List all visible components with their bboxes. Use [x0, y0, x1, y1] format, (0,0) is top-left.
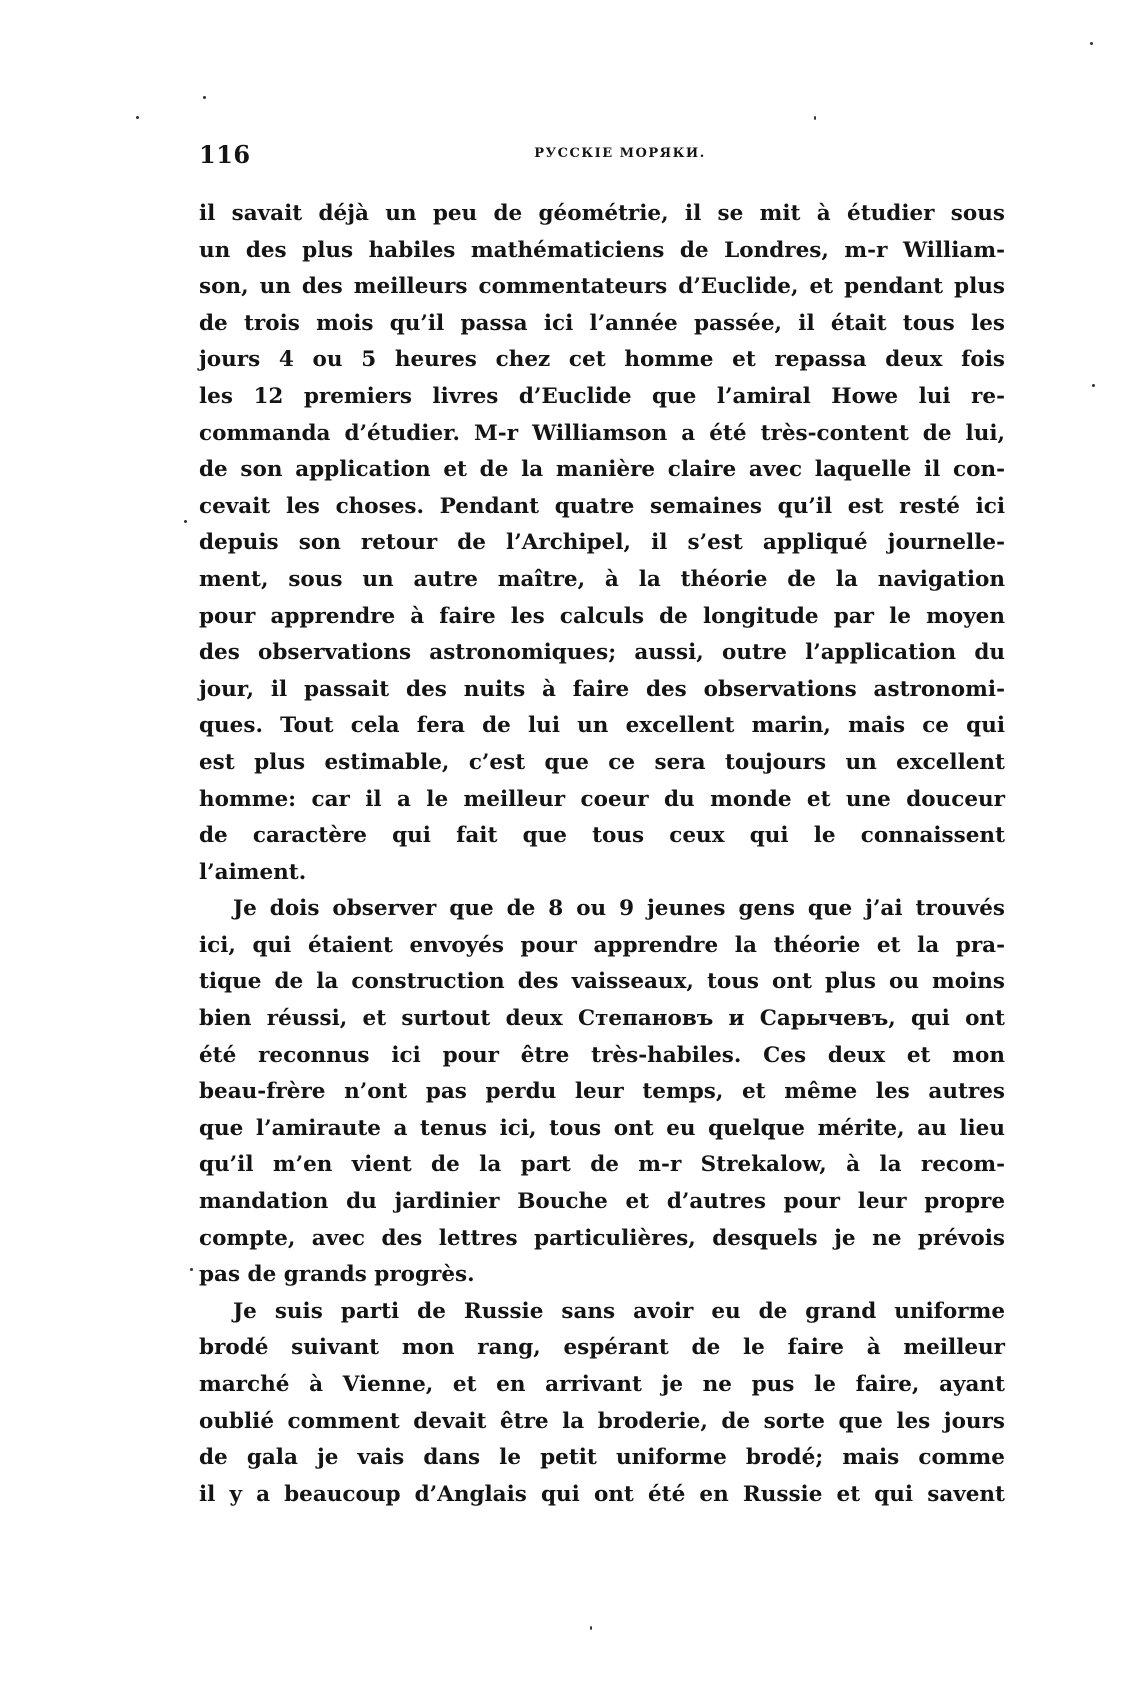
text-line: de trois mois qu’il passa ici l’année passée, il était tous les	[199, 310, 1005, 336]
scan-speck	[203, 96, 206, 99]
text-line: pas de grands progrès.	[199, 1262, 475, 1288]
text-line: il y a beaucoup d’Anglais qui ont été en Russie et qui savent	[199, 1481, 1005, 1507]
scan-speck	[1092, 384, 1095, 387]
page-number: 116	[199, 140, 251, 169]
text-line: tique de la construction des vaisseaux, tous ont plus ou moins	[199, 969, 1005, 995]
text-line: mandation du jardinier Bouche et d’autres pour leur propre	[199, 1189, 1005, 1215]
text-line: ques. Tout cela fera de lui un excellent marin, mais ce qui	[199, 713, 1005, 739]
text-line: beau-frère n’ont pas perdu leur temps, et même les autres	[199, 1079, 1005, 1105]
text-line: Je suis parti de Russie sans avoir eu de grand uniforme	[233, 1298, 1005, 1324]
running-head: РУССКІЕ МОРЯКИ.	[534, 146, 706, 161]
scan-speck	[814, 116, 816, 120]
text-line: oublié comment devait être la broderie, de sorte que les jours	[199, 1408, 1005, 1434]
text-line: ment, sous un autre maître, à la théorie de la navigation	[199, 566, 1005, 592]
text-line: des observations astronomiques; aussi, outre l’application du	[199, 640, 1005, 666]
text-line: bien réussi, et surtout deux Степановъ и Сарычевъ, qui ont	[199, 1006, 1005, 1032]
text-line: de son application et de la manière claire avec laquelle il con-	[199, 457, 1005, 483]
scan-speck	[136, 116, 139, 119]
text-line: commanda d’étudier. M-r Williamson a été très-content de lui,	[199, 420, 1005, 446]
text-line: est plus estimable, c’est que ce sera toujours un excellent	[199, 749, 1005, 775]
text-line: Je dois observer que de 8 ou 9 jeunes gens que j’ai trouvés	[233, 896, 1005, 922]
text-line: les 12 premiers livres d’Euclide que l’amiral Howe lui re-	[199, 383, 1005, 409]
text-line: ici, qui étaient envoyés pour apprendre la théorie et la pra-	[199, 932, 1005, 958]
text-line: marché à Vienne, et en arrivant je ne pus le faire, ayant	[199, 1372, 1005, 1397]
text-line: jour, il passait des nuits à faire des observations astronomi-	[199, 676, 1005, 702]
text-line: l’aiment.	[199, 859, 307, 885]
text-line: de caractère qui fait que tous ceux qui le connaissent	[199, 823, 1005, 849]
text-line: pour apprendre à faire les calculs de longitude par le moyen	[199, 603, 1005, 629]
text-line: qu’il m’en vient de la part de m-r Strekalow, à la recom-	[199, 1152, 1005, 1178]
text-line: jours 4 ou 5 heures chez cet homme et repassa deux fois	[199, 347, 1005, 373]
text-line: depuis son retour de l’Archipel, il s’est appliqué journelle-	[199, 530, 1005, 556]
text-line: homme: car il a le meilleur coeur du monde et une douceur	[199, 786, 1005, 812]
text-line: compte, avec des lettres particulières, desquels je ne prévois	[199, 1225, 1005, 1251]
text-line: été reconnus ici pour être très-habiles. Ces deux et mon	[199, 1042, 1005, 1068]
text-line: brodé suivant mon rang, espérant de le faire à meilleur	[199, 1335, 1005, 1361]
page-header	[199, 140, 1005, 176]
text-line: il savait déjà un peu de géométrie, il se mit à étudier sous	[199, 201, 1005, 226]
text-line: que l’amiraute a tenus ici, tous ont eu quelque mérite, au lieu	[199, 1115, 1005, 1141]
body-text	[199, 196, 1005, 1513]
text-line: cevait les choses. Pendant quatre semaines qu’il est resté ici	[199, 493, 1005, 519]
scan-speck	[590, 1626, 592, 1630]
scan-speck	[1090, 42, 1093, 45]
scan-speck	[190, 1268, 193, 1271]
text-line: son, un des meilleurs commentateurs d’Euclide, et pendant plus	[199, 274, 1005, 300]
scan-speck	[184, 520, 187, 523]
text-line: un des plus habiles mathématiciens de Londres, m-r William-	[199, 237, 1005, 263]
text-line: de gala je vais dans le petit uniforme brodé; mais comme	[199, 1445, 1005, 1471]
